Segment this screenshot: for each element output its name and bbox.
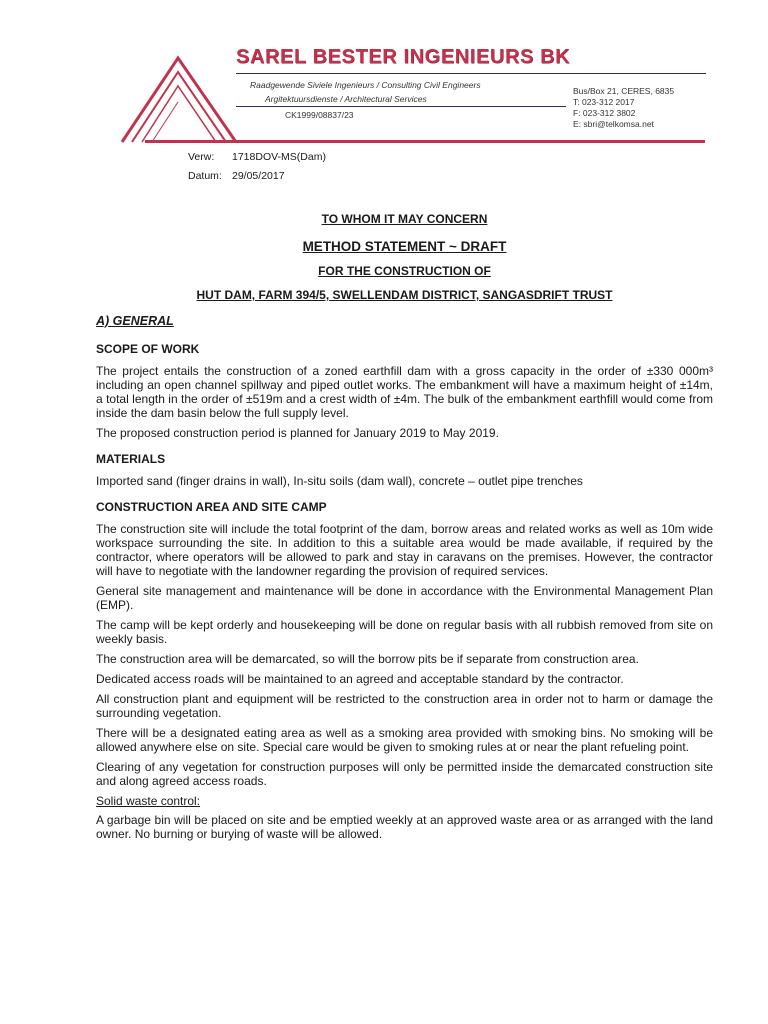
- waste-paragraph: A garbage bin will be placed on site and be emptied weekly at an approved waste area or as arranged with the land owner. No burning or burying of waste will be allowed.: [96, 813, 713, 841]
- date-label: Datum:: [188, 170, 222, 182]
- letterhead-architectural: Argitektuursdienste / Architectural Services: [265, 94, 427, 104]
- reference-value: 1718DOV-MS(Dam): [232, 151, 326, 163]
- construction-paragraph: Dedicated access roads will be maintained to an agreed and acceptable standard by the contractor.: [96, 672, 624, 686]
- construction-paragraph: General site management and maintenance will be done in accordance with the Environmental Management Plan (EMP).: [96, 584, 713, 612]
- postal-address: Bus/Box 21, CERES, 6835: [573, 86, 675, 96]
- letterhead: [0, 0, 768, 150]
- scope-period: The proposed construction period is planned for January 2019 to May 2019.: [96, 426, 499, 440]
- materials-title: MATERIALS: [96, 452, 166, 466]
- date-row: [188, 170, 285, 182]
- section-general: A) GENERAL: [96, 314, 174, 328]
- scope-paragraph: The project entails the construction of a zoned earthfill dam with a gross capacity in the order of ±330 000m³ including an open channel spillway and piped outlet works. The embankment will have a maximum height of ±14m, a total length in the order of ±519m and a crest width of ±4m. The bulk of the embankment earthfill would come from inside the dam basin below the full supply level.: [96, 364, 713, 420]
- construction-paragraph: Clearing of any vegetation for construction purposes will only be permitted inside the demarcated construction site and along agreed access roads.: [96, 760, 713, 788]
- construction-paragraph: There will be a designated eating area as well as a smoking area provided with smoking bins. No smoking will be allowed anywhere else on site. Special care would be given to smoking rules at or near the plant refueling point.: [96, 726, 713, 754]
- construction-paragraph: The construction area will be demarcated, so will the borrow pits be if separate from construction area.: [96, 652, 639, 666]
- waste-title: Solid waste control:: [96, 794, 201, 808]
- heading-method: METHOD STATEMENT ~ DRAFT: [302, 239, 507, 254]
- materials-paragraph: Imported sand (finger drains in wall), In-situ soils (dam wall), concrete – outlet pipe trenches: [96, 474, 583, 488]
- divider: [236, 73, 706, 74]
- telephone: T: 023-312 2017: [573, 97, 635, 107]
- registration-number: CK1999/08837/23: [285, 110, 354, 120]
- letterhead-bar: [145, 140, 705, 143]
- company-logo-icon: [118, 50, 248, 145]
- construction-paragraph: The construction site will include the total footprint of the dam, borrow areas and related works as well as 10m wide workspace surrounding the site. In addition to this a suitable area would be made available, if required by the contractor, where operators will be allowed to park and stay in caravans on the premises. However, the contractor will have to negotiate with the landowner regarding the provision of required services.: [96, 522, 713, 578]
- construction-paragraph: The camp will be kept orderly and housekeeping will be done on regular basis with all rubbish removed from site on weekly basis.: [96, 618, 713, 646]
- construction-title: CONSTRUCTION AREA AND SITE CAMP: [96, 500, 327, 514]
- reference-label: Verw:: [188, 151, 215, 163]
- reference-row: [188, 151, 326, 163]
- divider: [236, 106, 566, 107]
- construction-paragraph: All construction plant and equipment will be restricted to the construction area in order not to harm or damage the surrounding vegetation.: [96, 692, 713, 720]
- document-body: [96, 212, 713, 847]
- email: E: sbri@telkomsa.net: [573, 119, 654, 129]
- heading-concern: TO WHOM IT MAY CONCERN: [321, 212, 488, 226]
- company-name: SAREL BESTER INGENIEURS BK: [236, 46, 571, 68]
- heading-project: HUT DAM, FARM 394/5, SWELLENDAM DISTRICT, SANGASDRIFT TRUST: [196, 288, 613, 302]
- fax: F: 023-312 3802: [573, 108, 636, 118]
- heading-for: FOR THE CONSTRUCTION OF: [318, 264, 491, 278]
- letterhead-services: Raadgewende Siviele Ingenieurs / Consulting Civil Engineers: [250, 80, 481, 90]
- date-value: 29/05/2017: [232, 170, 285, 182]
- scope-title: SCOPE OF WORK: [96, 342, 200, 356]
